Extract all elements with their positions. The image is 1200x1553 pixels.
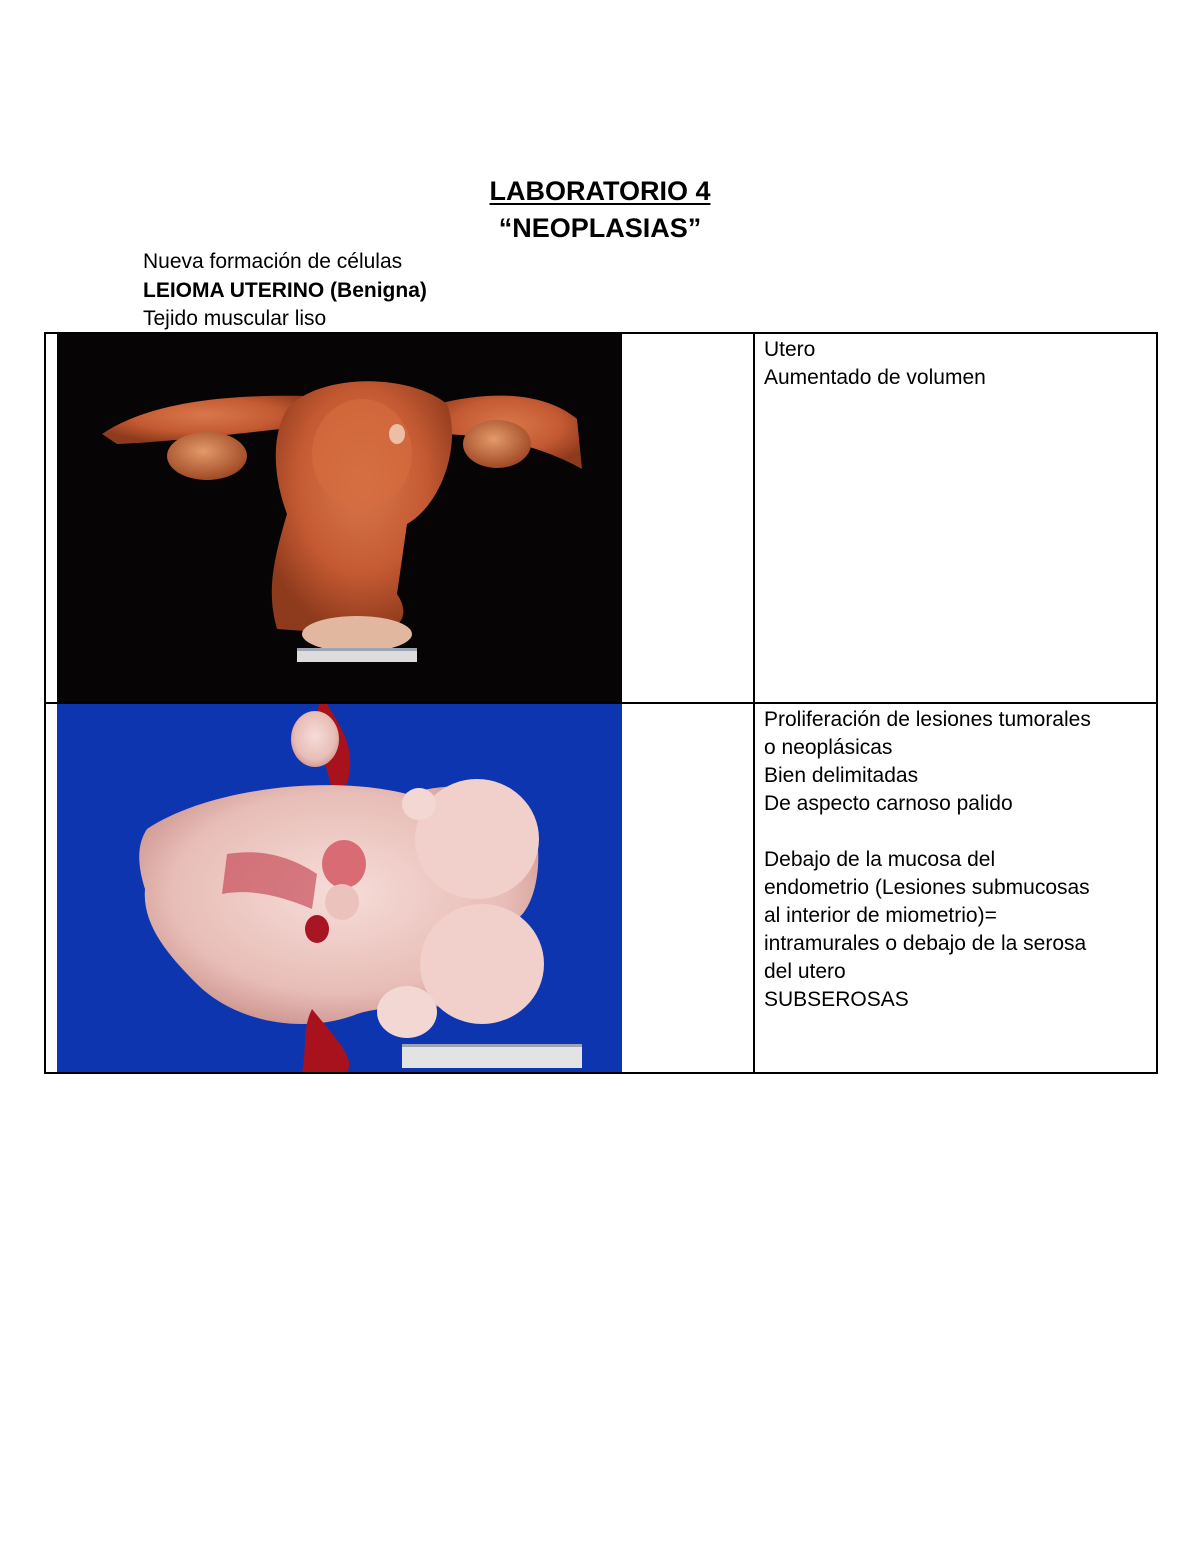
document-title: LABORATORIO 4 (489, 176, 711, 206)
description-line: Debajo de la mucosa del (764, 848, 996, 871)
image-cell (45, 703, 754, 1073)
table-row (45, 333, 1157, 703)
image-cell (45, 333, 754, 703)
finding-text: Aumentado de volumen (764, 366, 986, 389)
description-cell (754, 333, 1157, 703)
description-line: Bien delimitadas (764, 764, 919, 787)
document-subtitle: “NEOPLASIAS” (498, 213, 702, 243)
intro-definition: Nueva formación de células (143, 250, 403, 273)
description-line: o neoplásicas (764, 736, 893, 759)
paragraph-spacer (764, 818, 1147, 846)
classification-label: SUBSEROSAS (764, 988, 909, 1011)
table-row (45, 703, 1157, 1073)
description-line: endometrio (Lesiones submucosas (764, 876, 1090, 899)
description-line: del utero (764, 960, 846, 983)
description-line: Proliferación de lesiones tumorales (764, 708, 1091, 731)
leiomyoma-section-photo (57, 704, 622, 1072)
description-cell (754, 703, 1157, 1073)
description-line: al interior de miometrio)= (764, 904, 997, 927)
organ-label: Utero (764, 338, 816, 361)
specimen-table (44, 332, 1158, 1074)
description-line: intramurales o debajo de la serosa (764, 932, 1087, 955)
intro-heading: LEIOMA UTERINO (Benigna) (143, 279, 427, 302)
uterus-gross-photo (57, 334, 622, 702)
description-line: De aspecto carnoso palido (764, 792, 1013, 815)
intro-tissue-type: Tejido muscular liso (143, 307, 327, 330)
